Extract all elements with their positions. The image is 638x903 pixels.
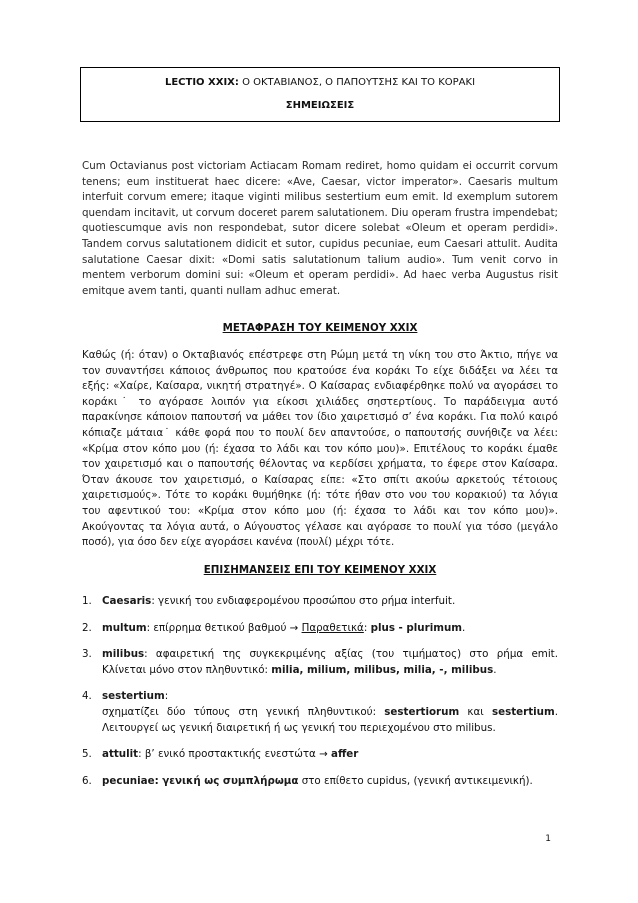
note-item-3 [82, 647, 558, 678]
note-term: attulit [102, 748, 139, 761]
note-text: : [363, 621, 371, 634]
note-number: 4. [82, 690, 92, 703]
notes-list [82, 594, 558, 800]
note-number: 3. [82, 648, 92, 661]
note-bold: plus - plurimum [370, 621, 463, 634]
note-item-5 [82, 747, 558, 763]
lesson-title-rest: Ο ΟΚΤΑΒΙΑΝΟΣ, Ο ΠΑΠΟΥΤΣΗΣ ΚΑΙ ΤΟ ΚΟΡΑΚΙ [238, 77, 476, 88]
page-number: 1 [545, 834, 551, 844]
title-box [80, 67, 560, 122]
lesson-title-prefix: LECTIO XXIX: [164, 77, 239, 88]
note-item-4 [82, 689, 558, 736]
note-text: σχηματίζει δύο τύπους στη γενική πληθυντικού: [102, 705, 385, 718]
note-number: 2. [82, 621, 92, 634]
note-bold: affer [331, 748, 359, 761]
note-text: και [459, 705, 492, 718]
note-item-6 [82, 774, 558, 790]
note-term: Caesaris [102, 595, 152, 607]
note-text: : επίρρημα θετικού βαθμού → [146, 621, 302, 634]
note-term: multum [102, 621, 147, 634]
translation-heading: ΜΕΤΑΦΡΑΣΗ ΤΟΥ ΚΕΙΜΕΝΟΥ XXIX [222, 322, 418, 334]
note-text: : β’ ενικό προστακτικής ενεστώτα → [138, 748, 332, 761]
note-text: : αφαιρετική της συγκεκριμένης αξίας (του τιμήματος) στο ρήμα emit. Κλίνεται μόνο στον πληθυντικό: [102, 648, 558, 676]
notes-heading: ΕΠΙΣΗΜΑΝΣΕΙΣ ΕΠΙ ΤΟΥ ΚΕΙΜΕΝΟΥ XXIX [203, 564, 437, 576]
note-number: 1. [82, 595, 92, 607]
note-text: στο επίθετο cupidus, (γενική αντικειμενική). [298, 774, 533, 787]
note-term: milibus [102, 648, 145, 661]
note-item-1 [82, 594, 558, 610]
note-number: 6. [82, 774, 92, 787]
note-text: . [462, 621, 466, 634]
note-bold: milia, milium, milibus, milia, -, milibus [271, 663, 494, 676]
note-term: pecuniae: γενική ως συμπλήρωμα [102, 774, 299, 787]
note-item-2 [82, 621, 558, 637]
note-bold: sestertiorum [384, 705, 460, 718]
note-number: 5. [82, 748, 92, 761]
translation-text: Καθώς (ή: όταν) ο Οκταβιανός επέστρεφε στη Ρώμη μετά τη νίκη του στο Άκτιο, πήγε να τον συναντήσει κάποιος άνθρωπος που κρατούσε ένα κοράκι Το είχε διδάξει να λέει τα εξής: «Χαίρε, Καίσαρα, νικητή στρατηγέ». Ο Καίσαρας ενδιαφέρθηκε πολύ να αγοράσει το κοράκι˙ το αγόρασε λοιπόν για είκοσι χιλιάδες σηστερτίους. Το παράδειγμα αυτό παρακίνησε κάποιον παπουτσή να μάθει τον ίδιο χαιρετισμό σ’ ένα κοράκι. Για πολύ καιρό κόπιαζε μάταια˙ κάθε φορά που το πουλί δεν απαντούσε, ο παπουτσής συνήθιζε να λέει: «Κρίμα στον κόπο μου (ή: έχασα το λάδι και τον κόπο μου)». Επιτέλους το κοράκι έμαθε τον χαιρετισμό και ο παπουτσής θέλοντας να κερδίσει χρήματα, το έφερε στον Καίσαρα. Όταν άκουσε τον χαιρετισμό, ο Καίσαρας είπε: «Στο σπίτι ακούω αρκετούς τέτοιους χαιρετισμούς». Τότε το κοράκι θυμήθηκε (ή: τότε ήθαν στο νου του κορακιού) τα λόγια του αφεντικού του: «Κρίμα στον κόπο μου (ή: έχασα το λάδι και τον κόπο μου)». Ακούγοντας τα λόγια αυτά, ο Αύγουστος γέλασε και αγόρασε το πουλί για τόσο (μεγάλο ποσό), για όσο δεν είχε αγοράσει κανένα (πουλί) μέχρι τότε. [82, 349, 558, 549]
note-text: . [493, 663, 497, 676]
note-text: : [164, 690, 169, 703]
latin-text: Cum Octavianus post victoriam Actiacam Romam rediret, homo quidam ei occurrit corvum tenens; eum instituerat haec dicere: «Ave, Caesar, victor imperator». Caesaris multum interfuit corvum emere; itaque viginti milibus sestertium eum emit. Id exemplum sutorem quendam incitavit, ut corvum doceret parem salutationem. Diu operam frustra impendebat; quotiescumque avis non respondebat, sutor dicere solebat «Oleum et operam perdidi». Tandem corvus salutationem didicit et sutor, cupidus pecuniae, eum Caesari attulit. Audita salutatione Caesar dixit: «Domi satis salutationum talium audio». Tum venit corvo in mentem verborum domini sui: «Oleum et operam perdidi». Ad haec verba Augustus risit emitque avem tanti, quanti nullam adhuc emerat. [82, 160, 558, 297]
note-term: sestertium [102, 690, 165, 703]
lesson-subtitle: ΣΗΜΕΙΩΣΕΙΣ [285, 100, 355, 111]
note-bold: sestertium [491, 705, 555, 718]
note-text: . Λειτουργεί ως γενική διαιρετική ή ως γενική του περιεχομένου στο milibus. [102, 705, 559, 734]
note-link: Παραθετικά [301, 621, 364, 634]
lesson-title [81, 77, 559, 88]
note-text: : γενική του ενδιαφερομένου προσώπου στο ρήμα interfuit. [151, 595, 456, 607]
